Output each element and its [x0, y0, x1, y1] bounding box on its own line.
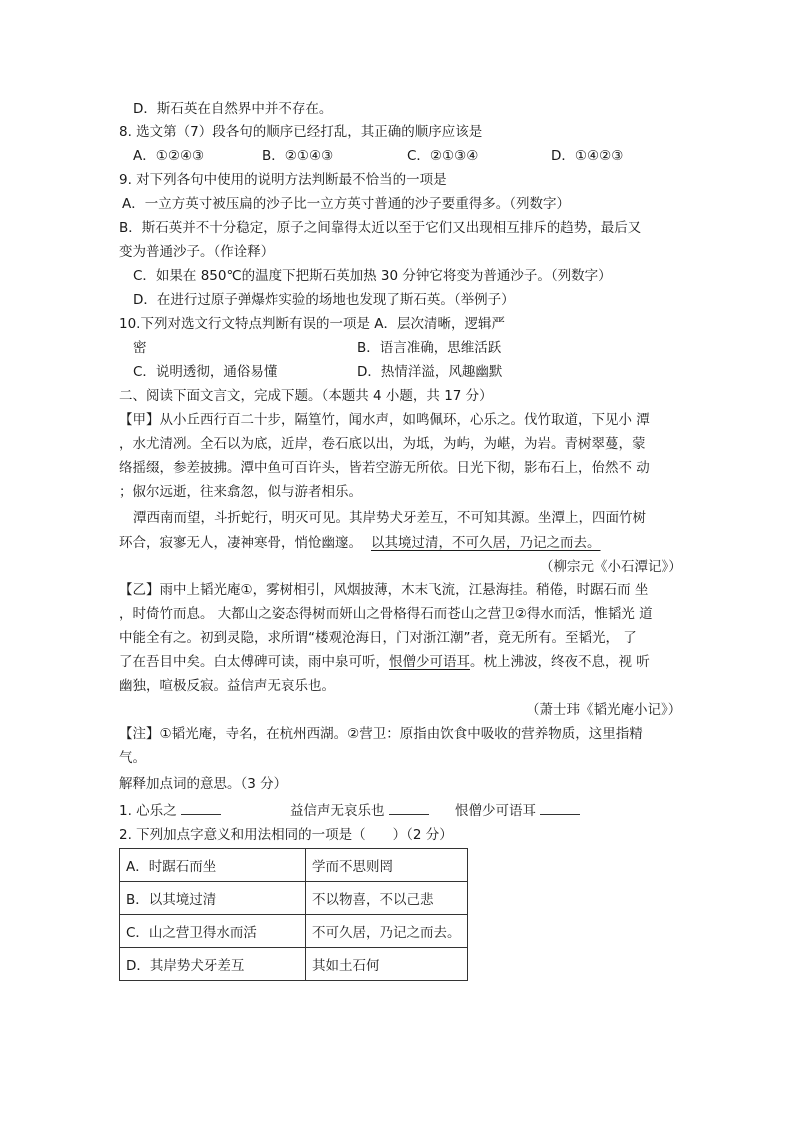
q9-option-a: A．一立方英寸被压扁的沙子比一立方英寸普通的沙子要重得多。（列数字） [122, 196, 570, 212]
passage-yi-underlined: 恨僧少可语耳 [389, 654, 470, 670]
q10-option-d: D．热情洋溢，风趣幽默 [357, 364, 503, 380]
options-table [119, 848, 468, 981]
q2-stem: 2. 下列加点字意义和用法相同的一项是（ ）（2 分） [119, 827, 453, 843]
passage-jia-line: 潭西南而望，斗折蛇行，明灭可见。其岸势犬牙差互，不可知其源。坐潭上，四面竹树 [133, 510, 646, 526]
table-row [120, 948, 468, 981]
q8-option-c: C．②①③④ [407, 148, 479, 164]
q1-word: 恨僧少可语耳 [455, 803, 536, 819]
answer-blank[interactable] [181, 800, 221, 815]
table-row [120, 882, 468, 915]
q9-option-b-cont: 变为普通沙子。（作诠释） [119, 244, 275, 260]
table-cell: 学而不思则罔 [306, 849, 468, 882]
passage-jia-line: 【甲】从小丘西行百二十步，隔篁竹，闻水声，如鸣佩环，心乐之。伐竹取道，下见小 潭 [119, 412, 650, 428]
q1-word: 益信声无哀乐也 [290, 803, 385, 819]
q8-option-a: A．①②④③ [133, 148, 205, 164]
note-line: 【注】①韬光庵，寺名，在杭州西湖。②营卫：原指由饮食中吸收的营养物质，这里指精 [119, 726, 643, 742]
passage-yi-line: 幽独，喧极反寂。益信声无哀乐也。 [119, 678, 335, 694]
q1-word: 1. 心乐之 [119, 803, 177, 819]
q10-option-b: B．语言准确，思维活跃 [357, 340, 502, 356]
table-cell: 其如土石何 [306, 948, 468, 981]
q9-stem: 9. 对下列各句中使用的说明方法判断最不恰当的一项是 [119, 172, 447, 188]
table-cell: 不以物喜，不以己悲 [306, 882, 468, 915]
passage-yi-line: ，时倚竹而息。 大都山之姿态得树而妍山之骨格得石而苍山之营卫②得水而活，惟韬光 道 [119, 606, 653, 622]
table-cell: B．以其境过清 [120, 882, 306, 915]
answer-blank[interactable] [389, 800, 429, 815]
passage-jia-line: ；俶尔远逝，往来翕忽，似与游者相乐。 [119, 484, 362, 500]
passage-jia-line: ，水尤清冽。全石以为底，近岸，卷石底以出，为坻，为屿，为嵁，为岩。青树翠蔓，蒙 [119, 436, 646, 452]
answer-blank[interactable] [540, 800, 580, 815]
table-cell: D．其岸势犬牙差互 [120, 948, 306, 981]
q1-item [119, 800, 221, 821]
q7-option-d: D．斯石英在自然界中并不存在。 [133, 101, 333, 117]
passage-jia-line: 环合，寂寥无人，凄神寒骨，悄怆幽邃。 [119, 535, 362, 551]
table-cell: A．时踞石而坐 [120, 849, 306, 882]
passage-yi-line: 中能全有之。初到灵隐，求所谓“楼观沧海日，门对浙江潮”者，竟无所有。至韬光， 了 [119, 630, 637, 646]
passage-jia-source: （柳宗元《小石潭记》） [540, 559, 682, 575]
q10-option-c: C．说明透彻，通俗易懂 [133, 364, 278, 380]
section-2-heading: 二、阅读下面文言文，完成下题。（本题共 4 小题，共 17 分） [119, 388, 493, 404]
q8-option-d: D．①④②③ [551, 148, 624, 164]
q10-option-a-cont: 密 [133, 340, 147, 356]
q9-option-b: B．斯石英并不十分稳定，原子之间靠得太近以至于它们又出现相互排斥的趋势，最后又 [119, 220, 642, 236]
table-row [120, 849, 468, 882]
note-line: 气。 [119, 750, 146, 766]
q8-option-b: B．②①④③ [262, 148, 334, 164]
q8-stem: 8. 选文第（7）段各句的顺序已经打乱，其正确的顺序应该是 [119, 124, 483, 140]
passage-yi-text: 了在吾目中矣。白太傅碑可读，雨中泉可听， [119, 654, 389, 670]
passage-yi-line: 【乙】雨中上韬光庵①，雾树相引，风烟披薄，木末飞流，江悬海挂。稍倦，时踞石而 坐 [119, 582, 649, 598]
q-explain-stem: 解释加点词的意思。（3 分） [119, 776, 288, 792]
table-row [120, 915, 468, 948]
table-cell: C．山之营卫得水而活 [120, 915, 306, 948]
passage-yi-text: 。枕上沸波，终夜不息，视 听 [470, 654, 650, 670]
q1-item [455, 800, 580, 821]
q1-item [290, 800, 429, 821]
q9-option-d: D．在进行过原子弹爆炸实验的场地也发现了斯石英。（举例子） [133, 292, 515, 308]
table-cell: 不可久居，乃记之而去。 [306, 915, 468, 948]
passage-yi-source: （萧士玮《韬光庵小记》） [526, 702, 682, 718]
q9-option-c: C．如果在 850℃的温度下把斯石英加热 30 分钟它将变为普通沙子。（列数字） [133, 268, 612, 284]
passage-jia-line: 络摇缀，参差披拂。潭中鱼可百许头，皆若空游无所依。日光下彻，影布石上，佁然不 动 [119, 460, 650, 476]
passage-jia-underlined: 以其境过清，不可久居，乃记之而去。 [371, 535, 601, 551]
passage-yi-line [119, 652, 650, 672]
q10-stem: 10.下列对选文行文特点判断有误的一项是 A．层次清晰，逻辑严 [119, 316, 505, 332]
